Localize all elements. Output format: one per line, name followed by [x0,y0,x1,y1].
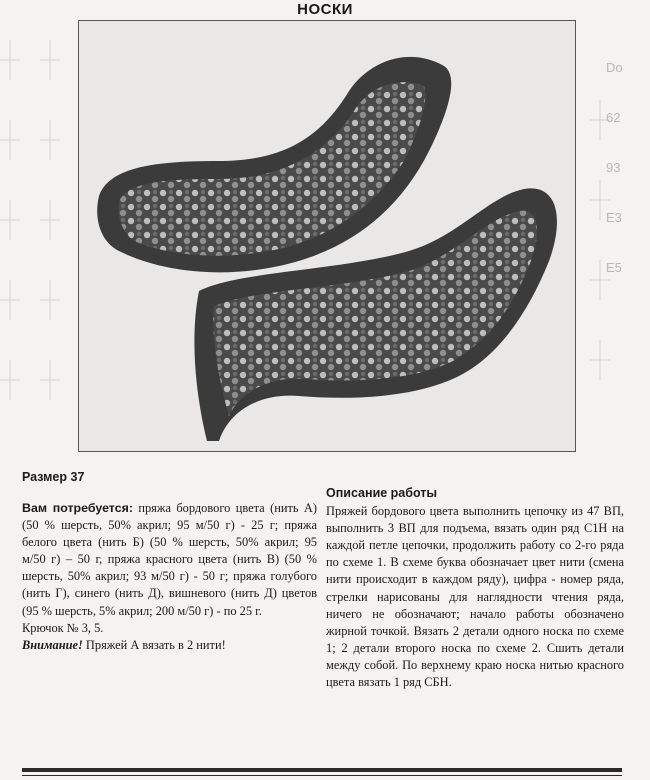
side-letter: 62 [606,110,621,125]
side-letter: E5 [606,260,622,275]
attention-label: Внимание! [22,637,83,652]
socks-photo [78,20,576,452]
materials-label: Вам потребуется: [22,501,133,515]
description-text: Пряжей бордового цвета выполнить цепочку из 47 ВП, выполнить 3 ВП для подъема, вязать один ряд С1Н на каждой петле цепочки, продолжить работу со 2-го ряда по схеме 1. В схеме буква обозначает цвет нити (смена нити происходит в каждом ряду), цифра - номер ряда, стрелки нарисованы для наглядности чтения ряда, ничего не обозначают; начало работы обозначено жирной точкой. Вязать 2 детали одного носка по схеме 1; 2 детали второго носка по схеме 2. Сшить детали между собой. По верхнему краю носка нитью красного цвета вязать 1 ряд СБН. [326,504,624,690]
description-title: Описание работы [326,486,438,500]
description-column [326,485,624,691]
hook-line: Крючок № 3, 5. [22,620,104,635]
bottom-rule-thin [22,775,622,776]
attention-text: Пряжей А вязать в 2 нити! [85,637,226,652]
side-letter: E3 [606,210,622,225]
materials-paragraph [22,500,317,620]
materials-column [22,500,317,654]
attention-line [22,637,317,654]
page-title: НОСКИ [297,1,353,18]
side-letter: 93 [606,160,621,175]
side-letter: Do [606,60,623,75]
size-heading: Размер 37 [22,470,85,484]
side-chart-letters [606,60,642,310]
materials-text: пряжа бордового цвета (нить А) (50 % шерсть, 50% акрил; 95 м/50 г) - 25 г; пряжа белого цвета (нить Б) (50 % шерсть, 50% акрил; 95 м/50 г) – 50 г, пряжа красного цвета (нить В) (50 % шерсть, 50% акрил; 93 м/50 г) - 50 г; пряжа голубого (нить Г), синего (нить Д), вишневого (нить Д) цветов (95 % шерсть, 5% акрил; 200 м/50 г) - по 25 г. [22,501,317,618]
bottom-rule [22,768,622,772]
